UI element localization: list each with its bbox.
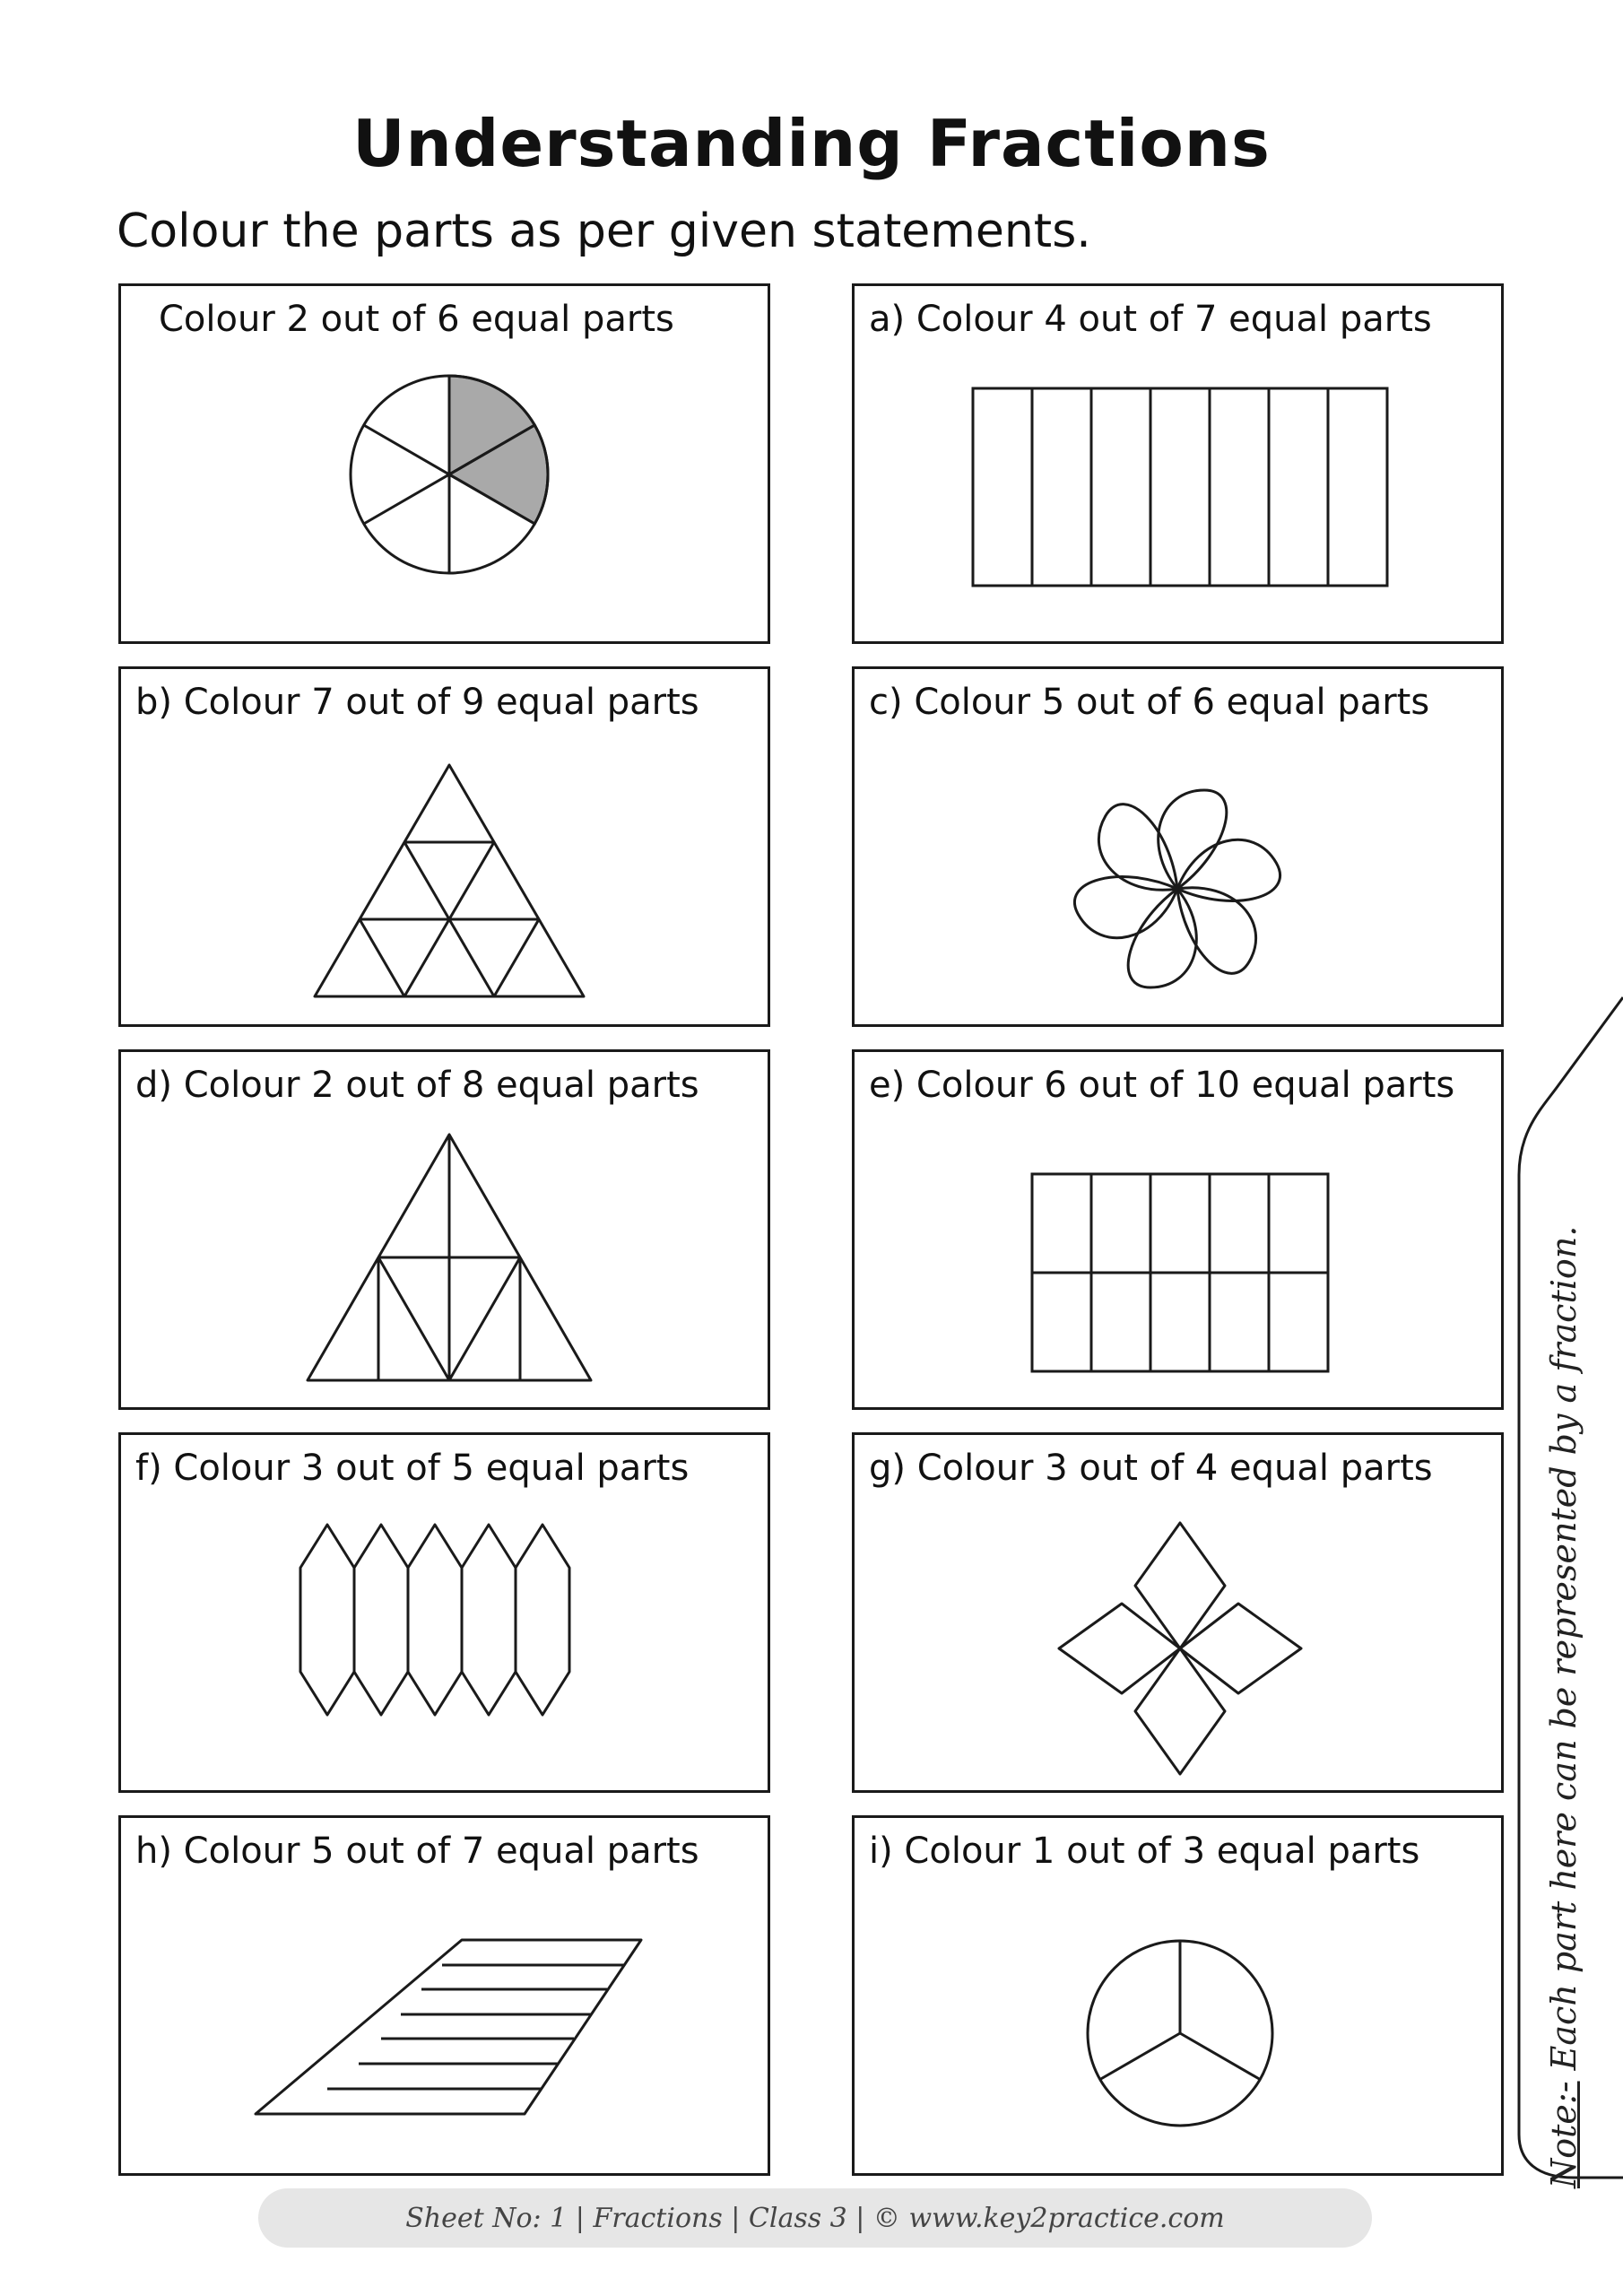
exercise-label: h) Colour 5 out of 7 equal parts (135, 1831, 699, 1872)
note-prefix: Note:- (1544, 2081, 1584, 2188)
exercise-label: g) Colour 3 out of 4 equal parts (869, 1448, 1433, 1489)
flower-figure[interactable] (855, 669, 1506, 1030)
page-title: Understanding Fractions (352, 106, 1271, 181)
rectangle-strips-figure[interactable] (855, 286, 1506, 647)
exercise-example (118, 283, 770, 644)
exercise-label: e) Colour 6 out of 10 equal parts (869, 1065, 1455, 1106)
note-text: Each part here can be represented by a fraction. (1544, 1225, 1584, 2082)
exercise-label: c) Colour 5 out of 6 equal parts (869, 682, 1430, 723)
exercise-label: d) Colour 2 out of 8 equal parts (135, 1065, 699, 1106)
exercise-h (118, 1815, 770, 2176)
circle-sixths-figure (121, 286, 773, 647)
footer-text: Sheet No: 1 | Fractions | Class 3 | © www.key2practice.com (405, 2202, 1225, 2234)
exercise-e (852, 1049, 1504, 1410)
triangle-grid-figure[interactable] (121, 669, 773, 1030)
exercise-label: a) Colour 4 out of 7 equal parts (869, 299, 1432, 340)
exercise-label: Colour 2 out of 6 equal parts (159, 299, 674, 340)
instructions: Colour the parts as per given statements. (117, 204, 1091, 258)
rhombus-cross-figure[interactable] (855, 1435, 1506, 1796)
exercise-b (118, 666, 770, 1027)
footer-bar (258, 2188, 1372, 2248)
circle-thirds-figure[interactable] (855, 1818, 1506, 2179)
exercise-c (852, 666, 1504, 1027)
rectangle-grid-figure[interactable] (855, 1052, 1506, 1413)
hexagon-row-figure[interactable] (121, 1435, 773, 1796)
exercise-g (852, 1432, 1504, 1793)
exercise-d (118, 1049, 770, 1410)
exercise-label: f) Colour 3 out of 5 equal parts (135, 1448, 690, 1489)
side-note (1544, 1226, 1584, 2188)
exercise-f (118, 1432, 770, 1793)
exercise-label: b) Colour 7 out of 9 equal parts (135, 682, 699, 723)
exercise-a (852, 283, 1504, 644)
triangle-divided-figure[interactable] (121, 1052, 773, 1413)
exercise-i (852, 1815, 1504, 2176)
exercise-label: i) Colour 1 out of 3 equal parts (869, 1831, 1420, 1872)
parallelogram-strips-figure[interactable] (121, 1818, 773, 2179)
